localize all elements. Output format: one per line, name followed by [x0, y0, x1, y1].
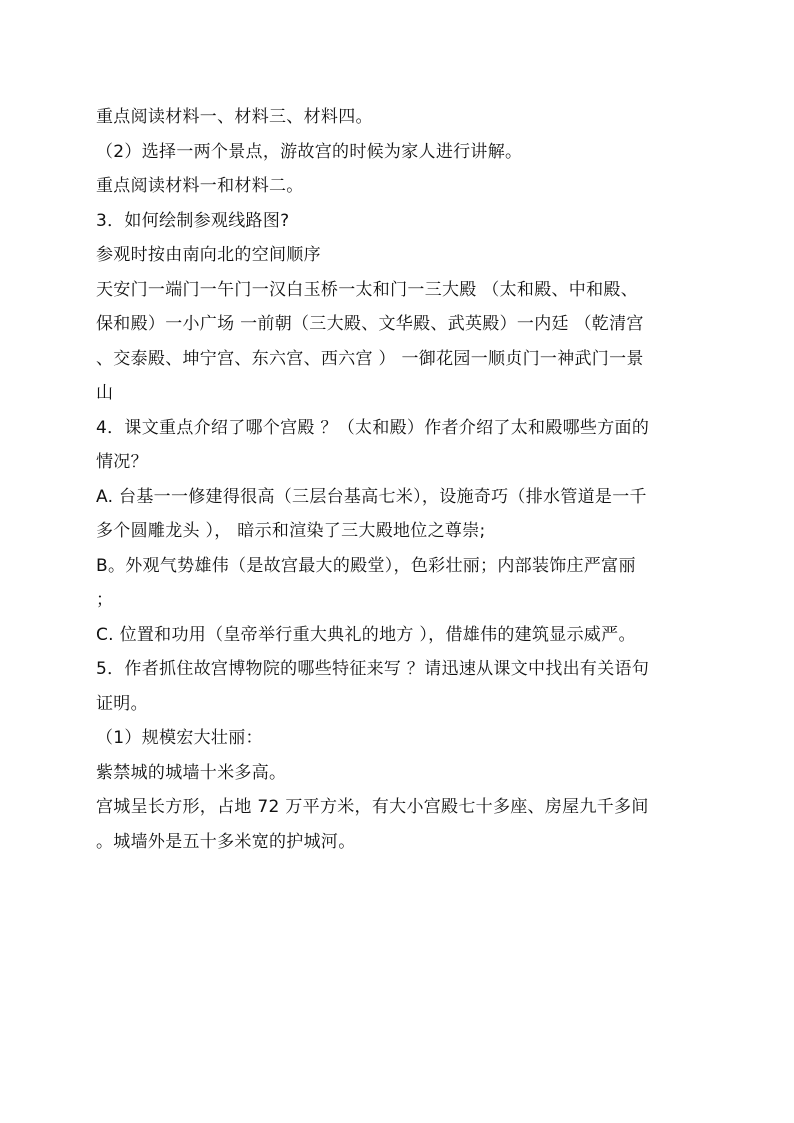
text-line: 重点阅读材料一、材料三、材料四。: [96, 107, 373, 127]
text-line: （1）规模宏大壮丽：: [96, 728, 263, 748]
question-heading: 情况？: [96, 452, 148, 472]
text-line: 紫禁城的城墙十米多高。: [96, 762, 287, 783]
text-line: 。城墙外是五十多米宽的护城河。: [96, 831, 356, 852]
answer-line: A. 台基一一修建得很高（三层台基高七米），设施奇巧（排水管道是一千: [96, 486, 647, 507]
question-heading: 证明。: [96, 693, 148, 714]
route-line: 山: [96, 383, 114, 403]
text-line: （2）选择一两个景点，游故宫的时候为家人进行讲解。: [96, 141, 523, 162]
answer-line: 多个圆雕龙头 ）， 暗示和渲染了三大殿地位之尊崇;: [96, 521, 486, 541]
document-body: [96, 100, 701, 859]
route-line: 保和殿）一小广场 一前朝（三大殿、文华殿、武英殿）一内廷 （乾清宫: [96, 314, 644, 334]
route-line: 、交泰殿、坤宁宫、东六宫、西六宫 ） 一御花园一顺贞门一神武门一景: [96, 348, 644, 369]
answer-line: ；: [96, 590, 114, 610]
text-line: 宫城呈长方形，占地 72 万平方米，有大小宫殿七十多座、房屋九千多间: [96, 797, 649, 817]
route-line: 天安门一端门一午门一汉白玉桥一太和门一三大殿 （太和殿、中和殿、: [96, 279, 639, 300]
text-line: 参观时按由南向北的空间顺序: [96, 245, 321, 265]
question-heading: 5．作者抓住故宫博物院的哪些特征来写 ？请迅速从课文中找出有关语句: [96, 659, 650, 679]
text-line: 重点阅读材料一和材料二。: [96, 176, 304, 196]
answer-line: C. 位置和功用（皇帝举行重大典礼的地方 ），借雄伟的建筑显示威严。: [96, 624, 636, 645]
question-heading: 4．课文重点介绍了哪个宫殿 ？（太和殿）作者介绍了太和殿哪些方面的: [96, 417, 650, 438]
question-heading: 3．如何绘制参观线路图?: [96, 210, 290, 231]
answer-line: B。外观气势雄伟（是故宫最大的殿堂），色彩壮丽；内部装饰庄严富丽: [96, 555, 636, 576]
